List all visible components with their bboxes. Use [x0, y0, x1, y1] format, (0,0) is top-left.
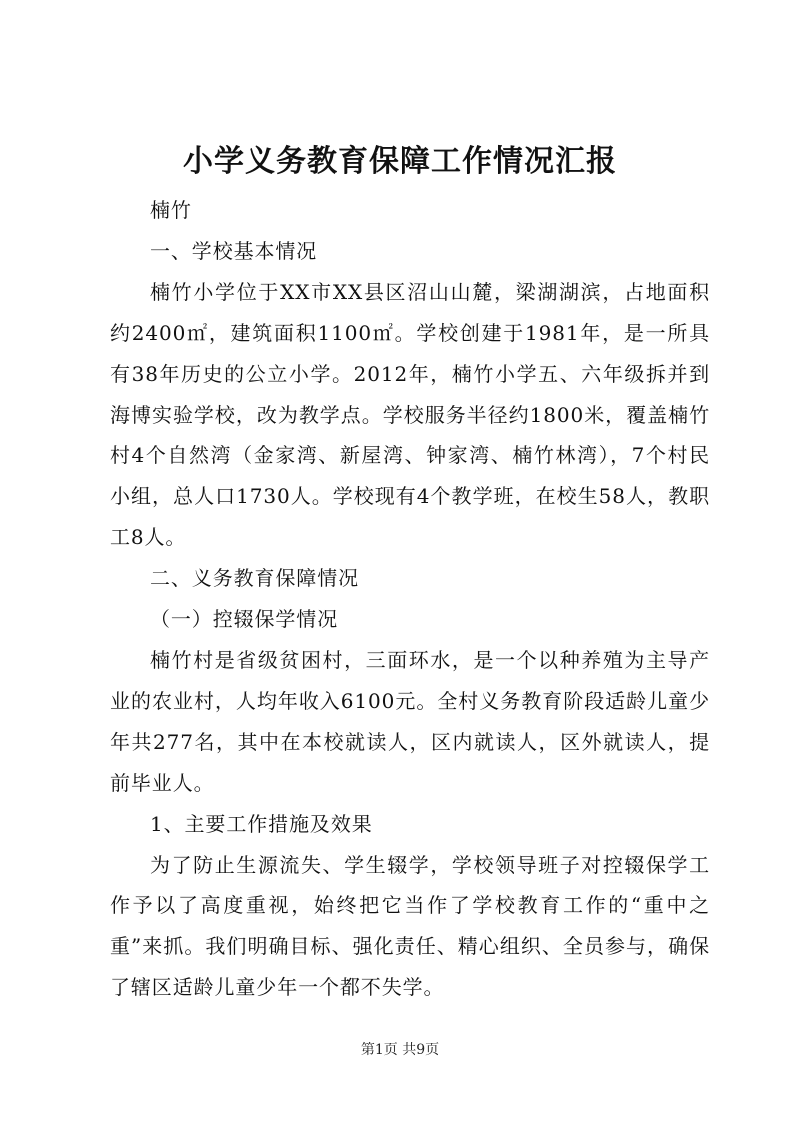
- paragraph-measures-detail: 为了防止生源流失、学生辍学，学校领导班子对控辍保学工作予以了高度重视，始终把它当作了学校教育工作的“重中之重”来抓。我们明确目标、强化责任、精心组织、全员参与，确保了辖区适龄儿童少年一个都不失学。: [110, 852, 710, 1000]
- subsection-heading-measures: 1、主要工作措施及效果: [150, 811, 373, 836]
- subsection-heading-dropout-control: （一）控辍保学情况: [150, 607, 339, 632]
- document-title: 小学义务教育保障工作情况汇报: [183, 144, 617, 179]
- page-number-footer: 第1页 共9页: [360, 1042, 440, 1058]
- paragraph-village-overview: 楠竹村是省级贫困村，三面环水，是一个以种养殖为主导产业的农业村，人均年收入6100元。全村义务教育阶段适龄儿童少年共277名，其中在本校就读人，区内就读人，区外就读人，提前毕业人。: [110, 647, 710, 795]
- document-body: [110, 190, 710, 1008]
- section-heading-basic-info: 一、学校基本情况: [150, 238, 318, 263]
- author-line: 楠竹: [150, 198, 192, 222]
- paragraph-school-overview: 楠竹小学位于XX市XX县区沼山山麓，梁湖湖滨，占地面积约2400㎡，建筑面积1100㎡。学校创建于1981年，是一所具有38年历史的公立小学。2012年，楠竹小学五、六年级拆并到海博实验学校，改为教学点。学校服务半径约1800米，覆盖楠竹村4个自然湾（金家湾、新屋湾、钟家湾、楠竹林湾），7个村民小组，总人口1730人。学校现有4个教学班，在校生58人，教职工8人。: [110, 279, 710, 550]
- section-heading-guarantee: 二、义务教育保障情况: [150, 566, 359, 591]
